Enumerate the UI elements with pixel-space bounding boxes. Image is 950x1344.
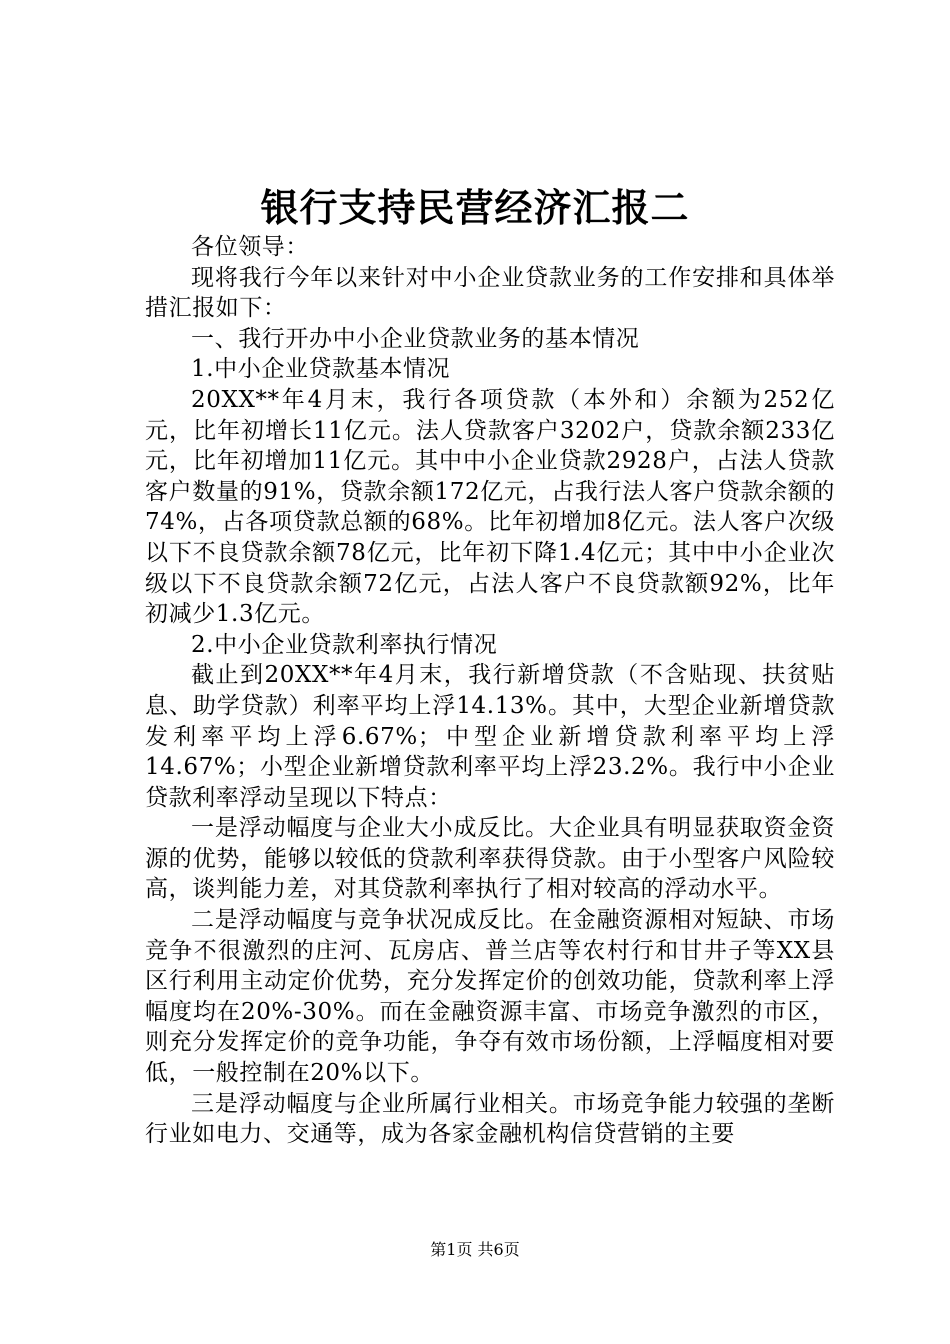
- body-paragraph-point-3: 三是浮动幅度与企业所属行业相关。市场竞争能力较强的垄断行业如电力、交通等，成为各家金融机构信贷营销的主要: [145, 1090, 835, 1148]
- intro-paragraph: 现将我行今年以来针对中小企业贷款业务的工作安排和具体举措汇报如下：: [145, 264, 835, 322]
- subsection-heading-1: 1.中小企业贷款基本情况: [191, 356, 451, 383]
- body-paragraph-rates: 截止到20XX**年4月末，我行新增贷款（不含贴现、扶贫贴息、助学贷款）利率平均上浮14.13%。其中，大型企业新增贷款发利率平均上浮6.67%；中型企业新增贷款利率平均上浮14.67%；小型企业新增贷款利率平均上浮23.2%。我行中小企业贷款利率浮动呈现以下特点：: [145, 662, 835, 811]
- subsection-heading-2: 2.中小企业贷款利率执行情况: [191, 631, 498, 658]
- salutation-paragraph: 各位领导：: [191, 234, 309, 260]
- body-paragraph-point-2: 二是浮动幅度与竞争状况成反比。在金融资源相对短缺、市场竞争不很激烈的庄河、瓦房店、普兰店等农村行和甘井子等XX县区行利用主动定价优势，充分发挥定价的创效功能，贷款利率上浮幅度均在20%-30%。而在金融资源丰富、市场竞争激烈的市区，则充分发挥定价的竞争功能，争夺有效市场份额，上浮幅度相对要低，一般控制在20%以下。: [145, 907, 835, 1087]
- body-paragraph-point-1: 一是浮动幅度与企业大小成反比。大企业具有明显获取资金资源的优势，能够以较低的贷款利率获得贷款。由于小型客户风险较高，谈判能力差，对其贷款利率执行了相对较高的浮动水平。: [145, 815, 835, 903]
- body-paragraph-loans: 20XX**年4月末，我行各项贷款（本外和）余额为252亿元，比年初增长11亿元。法人贷款客户3202户，贷款余额233亿元，比年初增加11亿元。其中中小企业贷款2928户，占法人贷款客户数量的91%，贷款余额172亿元，占我行法人客户贷款余额的74%，占各项贷款总额的68%。比年初增加8亿元。法人客户次级以下不良贷款余额78亿元，比年初下降1.4亿元；其中中小企业次级以下不良贷款余额72亿元，占法人客户不良贷款额92%，比年初减少1.3亿元。: [145, 386, 835, 628]
- document-body: [145, 232, 835, 1150]
- document-title: 银行支持民营经济汇报二: [260, 185, 690, 230]
- section-heading-1: 一、我行开办中小企业贷款业务的基本情况: [191, 325, 640, 352]
- page-footer: 第1页 共6页: [430, 1240, 520, 1259]
